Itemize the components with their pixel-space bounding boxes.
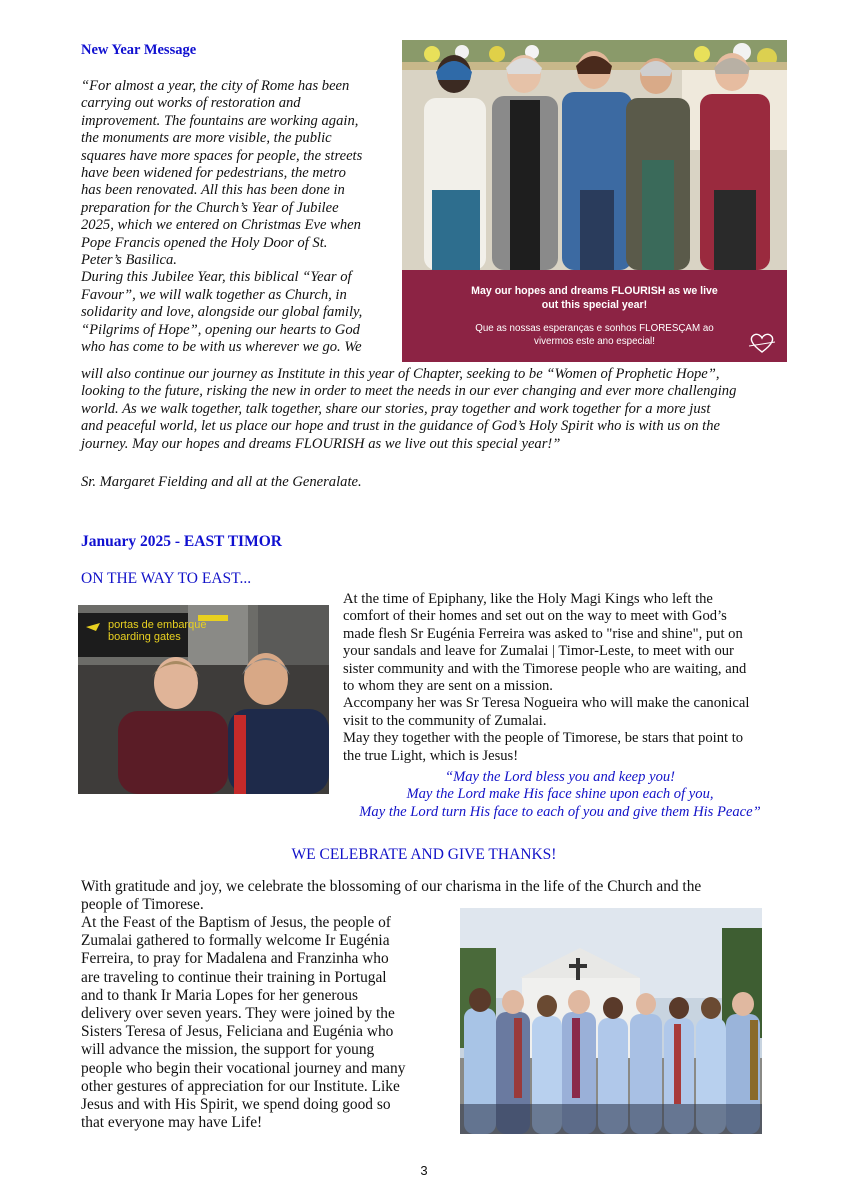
airport-sign-line-1: portas de embarque xyxy=(108,619,207,631)
message-line: 2025, which we entered on Christmas Eve when xyxy=(81,217,361,234)
message-line: During this Jubilee Year, this biblical “Year of xyxy=(81,269,352,286)
message-line: Pope Francis opened the Holy Door of St. xyxy=(81,234,328,251)
paragraph-line: May they together with the people of Timorese, be stars that point to xyxy=(343,730,744,747)
message-line: has been renovated. All this has been done in xyxy=(81,182,345,199)
blessing-line: May the Lord make His face shine upon each of you, xyxy=(406,786,714,803)
paragraph-line: Jesus and with His Spirit, we spend doing good so xyxy=(81,1096,391,1114)
paragraph-line: Zumalai gathered to formally welcome Ir Eugénia xyxy=(81,932,390,950)
photo-banner xyxy=(402,270,787,362)
community-photo-illustration xyxy=(460,908,762,1134)
message-line: “Pilgrims of Hope”, opening our hearts to God xyxy=(81,321,360,338)
message-line: and peaceful world, let us place our hope and trust in the guidance of God’s Holy Spirit who is with us on the xyxy=(81,418,720,435)
airport-sign-line-2: boarding gates xyxy=(108,631,181,643)
airport-photo xyxy=(78,605,329,794)
new-year-message-wide xyxy=(81,366,801,453)
paragraph-line: comfort of their homes and set out on the way to meet with God’s xyxy=(343,608,727,625)
paragraph-line: Sisters Teresa of Jesus, Feliciana and Eugénia who xyxy=(81,1023,394,1041)
paragraph-line: With gratitude and joy, we celebrate the blossoming of our charisma in the life of the Church and the xyxy=(81,878,702,895)
paragraph-line: Accompany her was Sr Teresa Nogueira who will make the canonical xyxy=(343,695,750,712)
paragraph-line: people of Timorese. xyxy=(81,896,204,914)
paragraph-line: to whom they are sent on a mission. xyxy=(343,678,553,695)
paragraph-line: that everyone may have Life! xyxy=(81,1114,263,1132)
paragraph-line: other gestures of appreciation for our Institute. Like xyxy=(81,1077,400,1095)
community-group-photo xyxy=(460,908,762,1134)
section-subheading-on-the-way: ON THE WAY TO EAST... xyxy=(81,570,252,587)
paragraph-line: At the Feast of the Baptism of Jesus, the people of xyxy=(81,914,391,931)
celebrate-paragraph xyxy=(81,914,451,1132)
heart-logo-icon xyxy=(747,332,777,354)
paragraph-line: your sandals and leave for Zumalai | Timor-Leste, to meet with our xyxy=(343,643,734,660)
page-number: 3 xyxy=(420,1163,428,1178)
message-line: carrying out works of restoration and xyxy=(81,95,301,112)
message-line: “For almost a year, the city of Rome has been xyxy=(81,78,350,94)
message-line: the monuments are more visible, the public xyxy=(81,130,332,147)
section-heading-new-year: New Year Message xyxy=(81,42,197,58)
section-heading-celebrate: WE CELEBRATE AND GIVE THANKS! xyxy=(291,846,557,863)
message-line: Favour”, we will walk together as Church, in xyxy=(81,286,347,303)
paragraph-line: will advance the mission, the support for young xyxy=(81,1041,375,1059)
section-heading-east-timor: January 2025 - EAST TIMOR xyxy=(81,533,282,550)
message-line: solidarity and love, alongside our global family, xyxy=(81,304,363,321)
signature: Sr. Margaret Fielding and all at the Generalate. xyxy=(81,474,362,490)
message-line: journey. May our hopes and dreams FLOURISH as we live out this special year!” xyxy=(81,435,561,452)
message-line: looking to the future, risking the new in order to meet the needs in our ever changing and ever more challenging xyxy=(81,383,737,400)
blessing-line: “May the Lord bless you and keep you! xyxy=(444,769,676,785)
banner-text-english: May our hopes and dreams FLOURISH as we live out this special year! xyxy=(471,285,718,311)
message-line: preparation for the Church’s Year of Jubilee xyxy=(81,199,339,216)
message-line: Peter’s Basilica. xyxy=(81,252,177,269)
blessing-line: May the Lord turn His face to each of you and give them His Peace” xyxy=(359,803,761,820)
airport-sign xyxy=(108,619,206,643)
paragraph-line: At the time of Epiphany, like the Holy Magi Kings who left the xyxy=(343,591,713,607)
paragraph-line: sister community and with the Timorese people who are waiting, and xyxy=(343,660,747,677)
paragraph-line: Ferreira, to pray for Madalena and Franzinha who xyxy=(81,950,389,968)
message-line: squares have more spaces for people, the streets xyxy=(81,147,363,164)
paragraph-line: are traveling to continue their training in Portugal xyxy=(81,968,387,986)
message-line: have been widened for pedestrians, the metro xyxy=(81,165,346,182)
new-year-message-narrow xyxy=(81,78,401,357)
message-line: will also continue our journey as Institute in this year of Chapter, seeking to be “Women of Prophetic Hope”, xyxy=(81,366,720,382)
group-photo-sisters xyxy=(402,40,787,362)
east-timor-paragraph xyxy=(343,591,793,765)
paragraph-line: the true Light, which is Jesus! xyxy=(343,747,519,764)
banner-text-portuguese: Que as nossas esperanças e sonhos FLORESÇAM ao vivermos este ano especial! xyxy=(475,323,714,347)
paragraph-line: and to thank Ir Maria Lopes for her generous xyxy=(81,986,358,1004)
message-line: world. As we walk together, talk together, share our stories, pray together and work together for a more just xyxy=(81,400,711,417)
message-line: who has come to be with us wherever we go. We xyxy=(81,339,362,356)
paragraph-line: made flesh Sr Eugénia Ferreira was asked to "rise and shine", put on xyxy=(343,625,743,642)
message-line: improvement. The fountains are working again, xyxy=(81,112,359,129)
paragraph-line: visit to the community of Zumalai. xyxy=(343,712,547,729)
blessing-quote xyxy=(330,769,790,821)
paragraph-line: delivery over seven years. They were joined by the xyxy=(81,1005,395,1023)
paragraph-line: people who begin their vocational journey and many xyxy=(81,1059,406,1077)
